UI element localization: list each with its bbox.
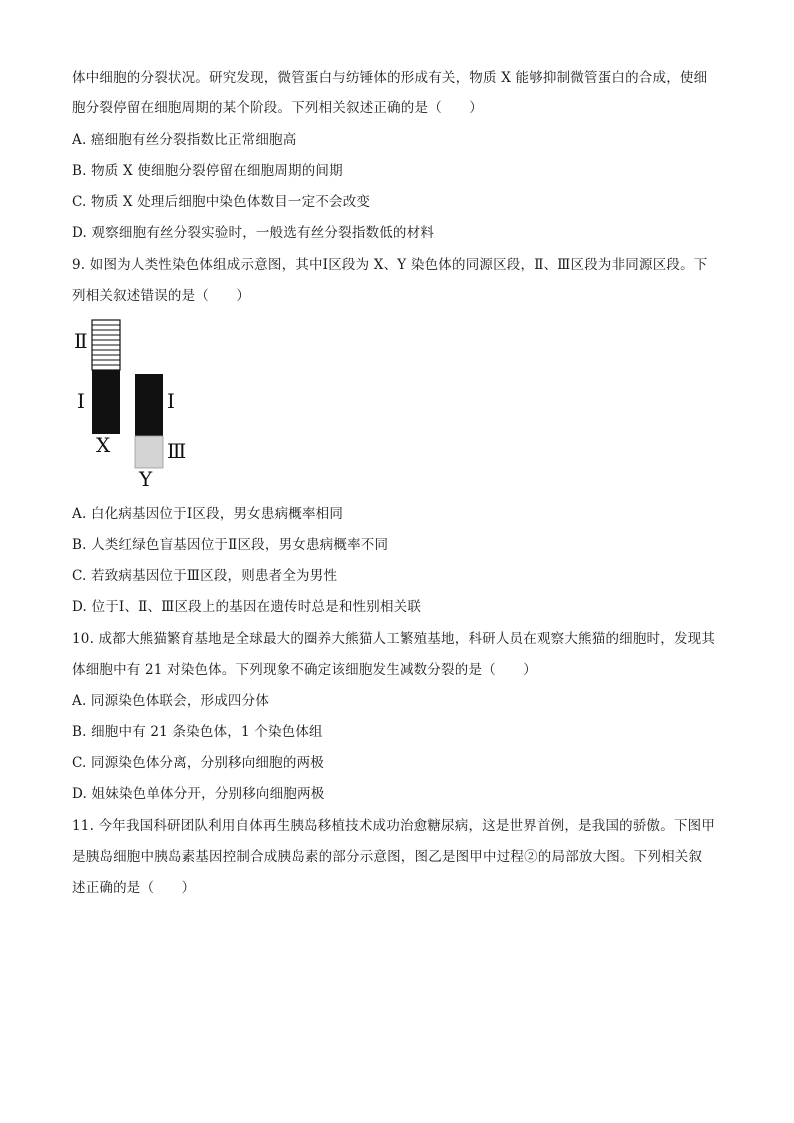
q9-stem-line-1: 9. 如图为人类性染色体组成示意图，其中Ⅰ区段为 X、Y 染色体的同源区段，Ⅱ、Ⅲ区段为非同源区段。下 <box>72 257 708 273</box>
q8-stem-line-2: 胞分裂停留在细胞周期的某个阶段。下列相关叙述正确的是（ ） <box>72 100 483 116</box>
q8-option-c: C. 物质 X 处理后细胞中染色体数目一定不会改变 <box>72 194 371 210</box>
q8-stem-line-1: 体中细胞的分裂状况。研究发现，微管蛋白与纺锤体的形成有关，物质 X 能够抑制微管蛋白的合成，使细 <box>72 70 708 86</box>
y-segment-i <box>135 374 163 436</box>
y-chromosome <box>135 374 163 468</box>
x-segment-i <box>92 370 120 434</box>
x-chromosome <box>92 320 120 434</box>
q11-stem-line-1: 11. 今年我国科研团队利用自体再生胰岛移植技术成功治愈糖尿病，这是世界首例，是我国的骄傲。下图甲 <box>72 818 716 834</box>
label-segment-iii: Ⅲ <box>167 439 187 463</box>
label-x: X <box>96 433 111 457</box>
q10-stem-line-2: 体细胞中有 21 对染色体。下列现象不确定该细胞发生减数分裂的是（ ） <box>72 662 537 678</box>
q8-option-d: D. 观察细胞有丝分裂实验时，一般选有丝分裂指数低的材料 <box>72 225 435 241</box>
q11-stem-line-2: 是胰岛细胞中胰岛素基因控制合成胰岛素的部分示意图，图乙是图甲中过程②的局部放大图。下列相关叙 <box>72 849 703 865</box>
q8-option-b: B. 物质 X 使细胞分裂停留在细胞周期的间期 <box>72 163 343 179</box>
q11-stem-line-3: 述正确的是（ ） <box>72 880 196 896</box>
label-segment-i-y: Ⅰ <box>167 389 175 413</box>
q10-option-b: B. 细胞中有 21 条染色体，1 个染色体组 <box>72 724 323 740</box>
q10-option-d: D. 姐妹染色单体分开，分别移向细胞两极 <box>72 786 325 802</box>
q10-stem-line-1: 10. 成都大熊猫繁育基地是全球最大的圈养大熊猫人工繁殖基地，科研人员在观察大熊猫的细胞时，发现其 <box>72 631 716 647</box>
q8-option-a: A. 癌细胞有丝分裂指数比正常细胞高 <box>72 132 297 148</box>
q9-stem-line-2: 列相关叙述错误的是（ ） <box>72 288 251 304</box>
q10-option-c: C. 同源染色体分离，分别移向细胞的两极 <box>72 755 324 771</box>
label-segment-i-x: Ⅰ <box>77 389 85 413</box>
label-segment-ii: Ⅱ <box>74 329 88 353</box>
q10-option-a: A. 同源染色体联会，形成四分体 <box>72 693 270 709</box>
sex-chromosome-figure <box>72 316 202 492</box>
y-segment-iii <box>135 436 163 468</box>
q9-option-b: B. 人类红绿色盲基因位于Ⅱ区段，男女患病概率不同 <box>72 537 389 553</box>
q9-option-c: C. 若致病基因位于Ⅲ区段，则患者全为男性 <box>72 568 338 584</box>
label-y: Y <box>139 467 153 491</box>
q9-option-a: A. 白化病基因位于Ⅰ区段，男女患病概率相同 <box>72 506 344 522</box>
q9-option-d: D. 位于Ⅰ、Ⅱ、Ⅲ区段上的基因在遗传时总是和性别相关联 <box>72 599 422 615</box>
